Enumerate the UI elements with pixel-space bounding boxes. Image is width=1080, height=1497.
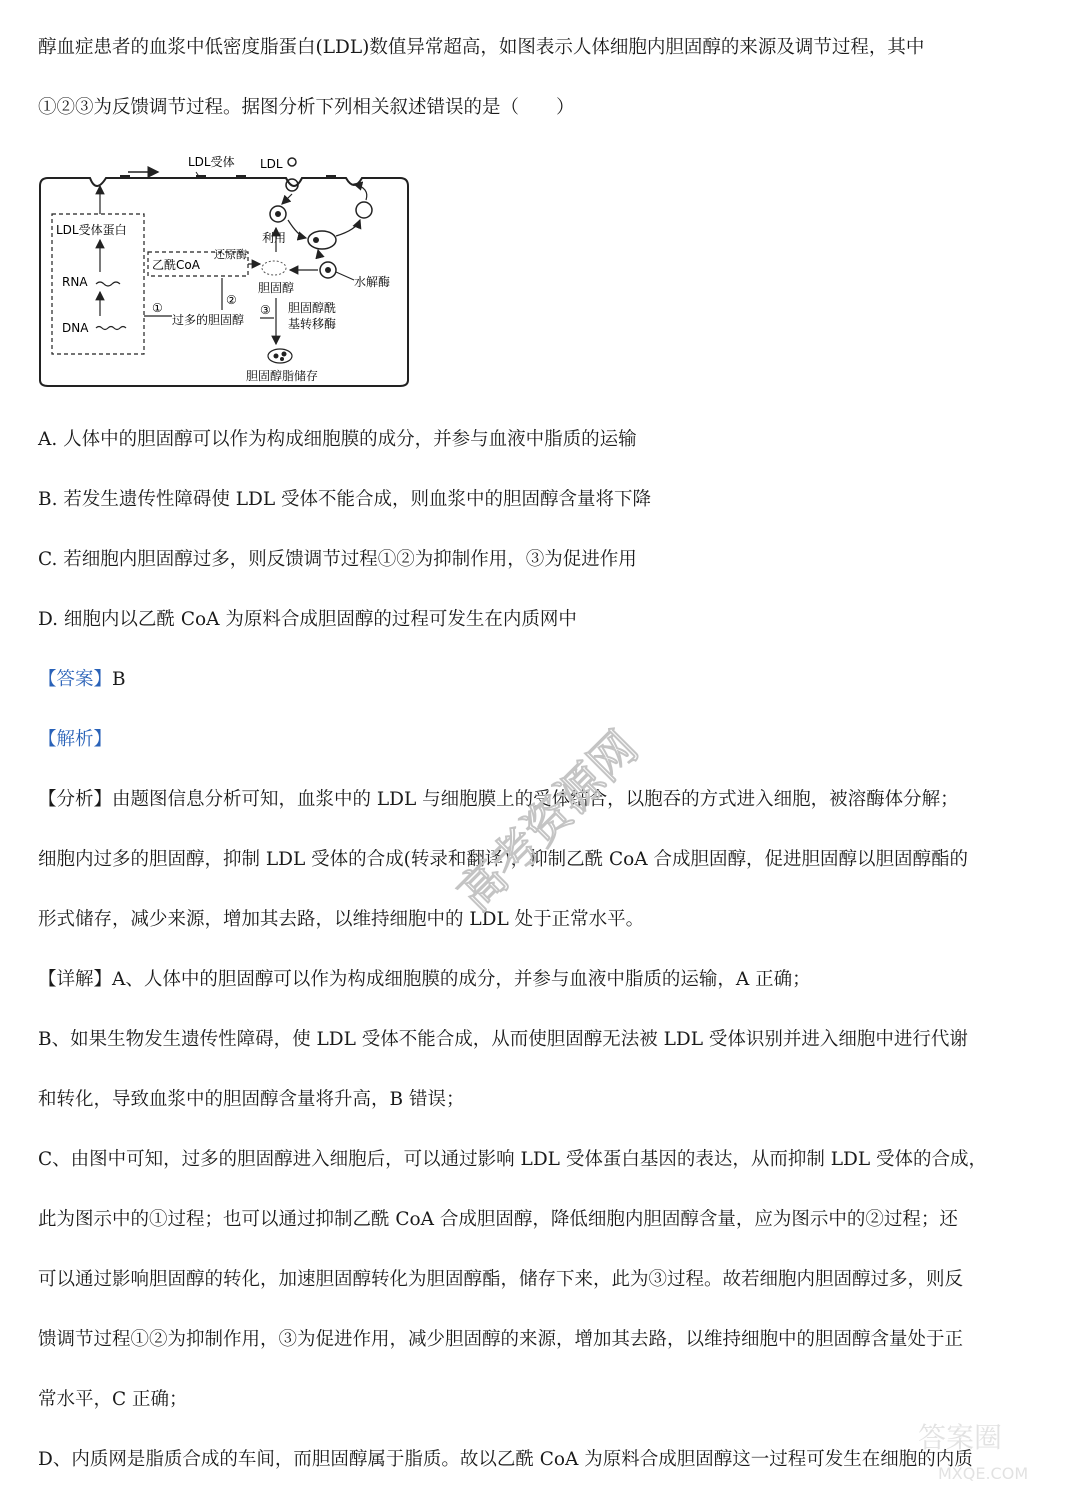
- mark-3: ③: [260, 303, 271, 317]
- watermark-logo: [878, 1407, 1058, 1487]
- detail-b-2: 和转化，导致血浆中的胆固醇含量将升高，B 错误；: [38, 1089, 465, 1110]
- acetyl-coa-label: 乙酰CoA: [152, 258, 200, 272]
- use-label: 利用: [262, 231, 287, 245]
- ester-storage-label: 胆固醇脂储存: [246, 369, 319, 383]
- detail-b-1: B、如果生物发生遗传性障碍，使 LDL 受体不能合成，从而使胆固醇无法被 LDL 受体识别并进入细胞中进行代谢: [38, 1029, 968, 1050]
- answer-tag: 【答案】: [38, 669, 113, 690]
- option-d: D. 细胞内以乙酰 CoA 为原料合成胆固醇的过程可发生在内质网中: [38, 609, 577, 630]
- reductase-label: 还原酶: [214, 248, 247, 261]
- detail-c-1: C、由图中可知，过多的胆固醇进入细胞后，可以通过影响 LDL 受体蛋白基因的表达，从而抑制 LDL 受体的合成，: [38, 1149, 987, 1170]
- dna-label: DNA: [62, 321, 89, 335]
- fenxi-line-2: 细胞内过多的胆固醇，抑制 LDL 受体的合成(转录和翻译)，抑制乙酰 CoA 合成胆固醇，促进胆固醇以胆固醇酯的: [38, 849, 969, 870]
- acyltransferase-label-1: 胆固醇酰: [288, 301, 337, 315]
- answer-line: [38, 668, 1050, 692]
- detail-d-1: D、内质网是脂质合成的车间，而胆固醇属于脂质。故以乙酰 CoA 为原料合成胆固醇这一过程可发生在细胞的内质: [38, 1449, 973, 1470]
- fenxi-tag: 【分析】: [38, 789, 113, 810]
- detail-line-a: [38, 968, 1050, 992]
- option-a: A. 人体中的胆固醇可以作为构成细胞膜的成分，并参与血液中脂质的运输: [38, 429, 637, 450]
- detail-c-5: 常水平，C 正确；: [38, 1389, 188, 1410]
- excess-cholesterol-label: 过多的胆固醇: [172, 313, 245, 327]
- watermark-logo-text: 答案圈: [918, 1421, 1003, 1454]
- mark-2: ②: [226, 293, 237, 307]
- ldl-receptor-label: LDL受体: [188, 155, 235, 169]
- fenxi-line-3: 形式储存，减少来源，增加其去路，以维持细胞中的 LDL 处于正常水平。: [38, 909, 645, 930]
- watermark-url: MXQE.COM: [938, 1464, 1029, 1483]
- ldl-receptor-protein-label: LDL受体蛋白: [56, 223, 127, 237]
- answer-value: B: [112, 669, 126, 690]
- detail-c-4: 馈调节过程①②为抑制作用，③为促进作用，减少胆固醇的来源，增加其去路，以维持细胞中的胆固醇含量处于正: [38, 1329, 964, 1350]
- detail-c-3: 可以通过影响胆固醇的转化，加速胆固醇转化为胆固醇酯，储存下来，此为③过程。故若细胞内胆固醇过多，则反: [38, 1269, 964, 1290]
- ldl-label: LDL: [260, 157, 283, 171]
- cholesterol-label: 胆固醇: [258, 281, 295, 295]
- fenxi-line-1: [38, 788, 1050, 812]
- analysis-tag: 【解析】: [38, 729, 113, 750]
- detail-a: A、人体中的胆固醇可以作为构成细胞膜的成分，并参与血液中脂质的运输，A 正确；: [112, 969, 811, 990]
- question-line-1: 醇血症患者的血浆中低密度脂蛋白(LDL)数值异常超高，如图表示人体细胞内胆固醇的来源及调节过程，其中: [38, 37, 925, 58]
- detail-tag: 【详解】: [38, 969, 113, 990]
- acyltransferase-label-2: 基转移酶: [288, 317, 337, 331]
- option-b: B. 若发生遗传性障碍使 LDL 受体不能合成，则血浆中的胆固醇含量将下降: [38, 489, 652, 510]
- cell-membrane: [40, 178, 408, 386]
- cholesterol-regulation-diagram: [36, 148, 416, 390]
- mark-1: ①: [152, 301, 163, 315]
- rna-label: RNA: [62, 275, 88, 289]
- question-line-2: ①②③为反馈调节过程。据图分析下列相关叙述错误的是（ ）: [38, 97, 575, 118]
- option-c: C. 若细胞内胆固醇过多，则反馈调节过程①②为抑制作用，③为促进作用: [38, 549, 637, 570]
- detail-c-2: 此为图示中的①过程；也可以通过抑制乙酰 CoA 合成胆固醇，降低细胞内胆固醇含量，应为图示中的②过程；还: [38, 1209, 958, 1230]
- hydrolase-label: 水解酶: [354, 275, 391, 289]
- analysis-tag-line: [38, 728, 1050, 752]
- fenxi-text-1: 由题图信息分析可知，血浆中的 LDL 与细胞膜上的受体结合，以胞吞的方式进入细胞，被溶酶体分解；: [112, 789, 959, 810]
- watermark-text: 高考资源网: [447, 720, 649, 922]
